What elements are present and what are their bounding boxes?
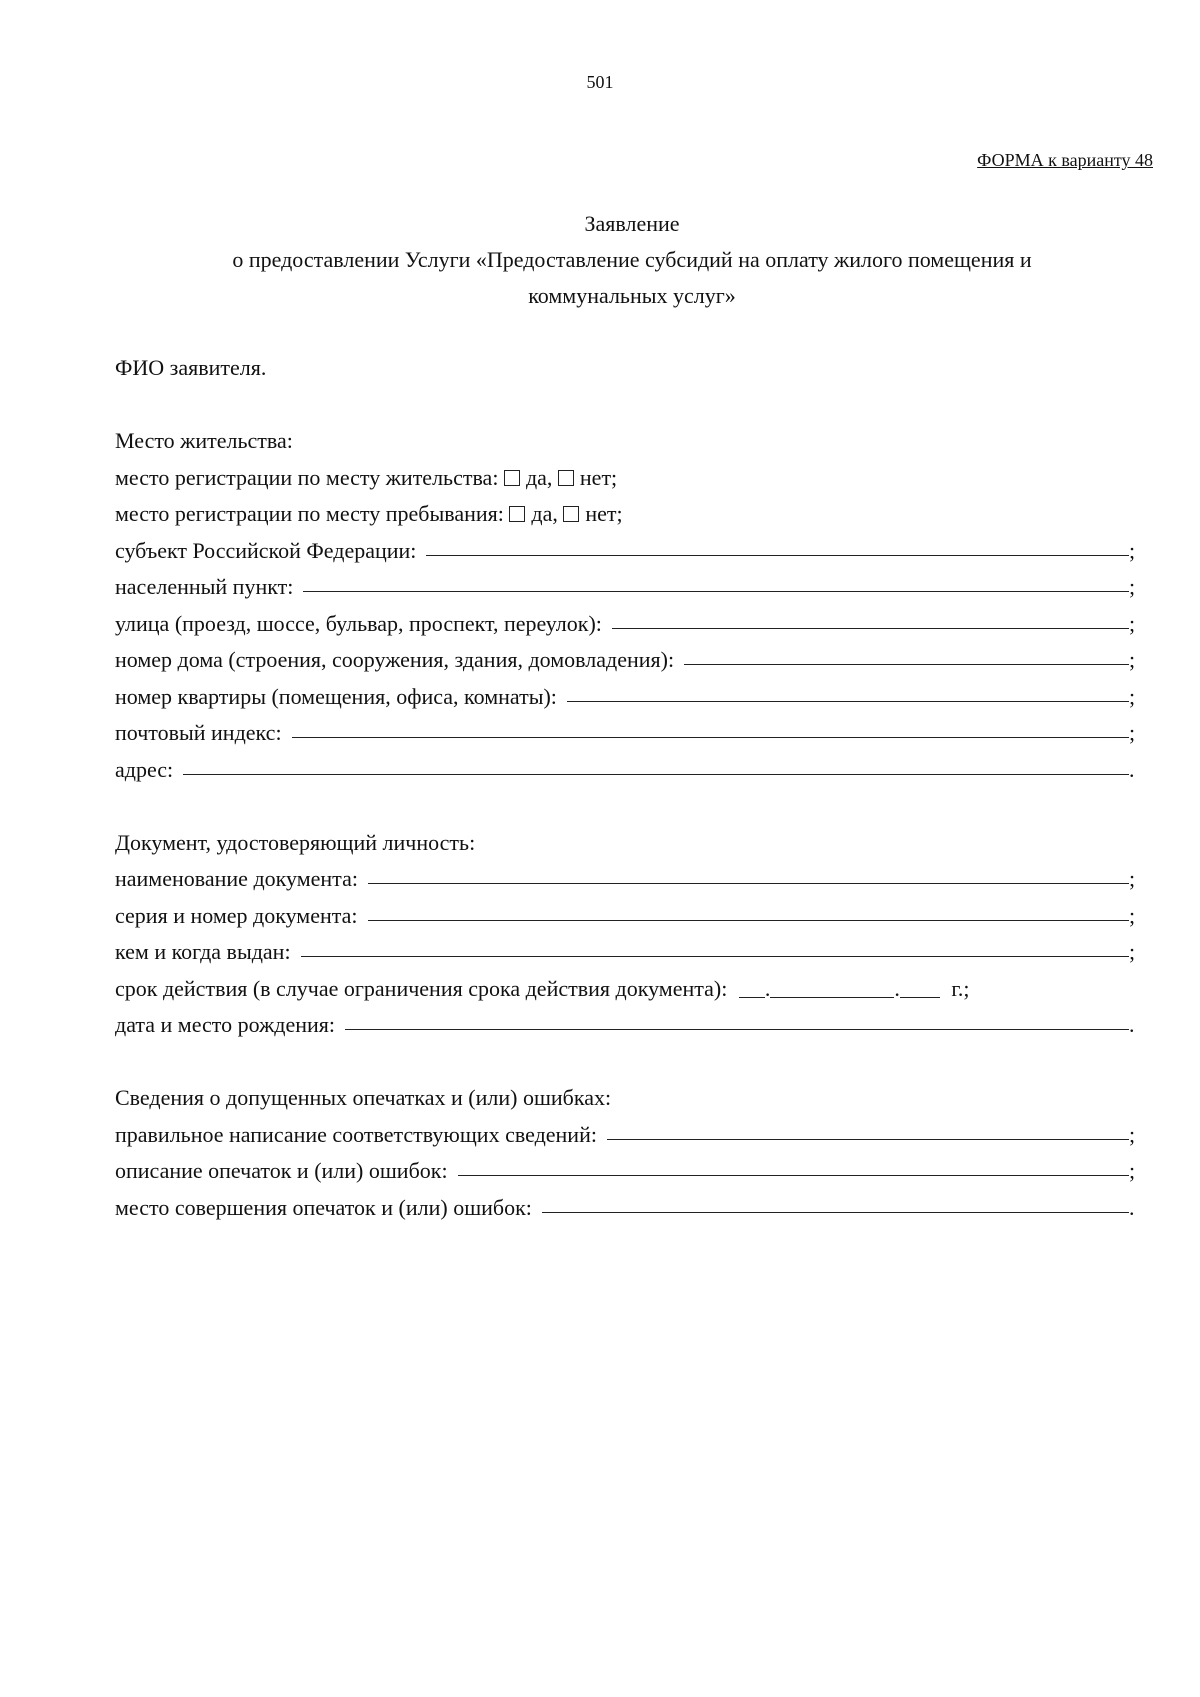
street-field[interactable] <box>612 606 1129 629</box>
address-row <box>115 752 1139 789</box>
form-body <box>115 350 1139 1226</box>
line-end: . <box>1129 1012 1135 1037</box>
line-end: ; <box>1129 647 1136 672</box>
validity-row <box>115 971 1139 1008</box>
postcode-label: почтовый индекс: <box>115 720 282 745</box>
description-row <box>115 1153 1139 1190</box>
title-line-1: Заявление <box>584 211 680 236</box>
locality-row <box>115 569 1139 606</box>
doc-name-label: наименование документа: <box>115 866 358 891</box>
apartment-label: номер квартиры (помещения, офиса, комнаты): <box>115 683 557 709</box>
street-row <box>115 606 1139 643</box>
locality-label: населенный пункт: <box>115 574 294 599</box>
issued-field[interactable] <box>301 934 1129 957</box>
line-end: ; <box>1129 537 1136 563</box>
line-end: ; <box>1129 683 1136 709</box>
issued-label: кем и когда выдан: <box>115 939 291 964</box>
errors-heading: Сведения о допущенных опечатках и (или) ошибках: <box>115 1085 612 1110</box>
line-end: ; <box>1129 866 1136 891</box>
reg-residence-no-label: нет; <box>579 464 618 490</box>
location-row <box>115 1190 1139 1227</box>
locality-field[interactable] <box>303 569 1129 592</box>
postcode-field[interactable] <box>292 715 1129 738</box>
location-label: место совершения опечаток и (или) ошибок: <box>115 1194 532 1220</box>
applicant-fio-label: ФИО заявителя. <box>115 355 267 380</box>
house-label: номер дома (строения, сооружения, здания, домовладения): <box>115 647 675 672</box>
line-end: . <box>1129 1194 1135 1220</box>
house-row <box>115 642 1139 679</box>
validity-year-field[interactable] <box>900 979 940 998</box>
description-label: описание опечаток и (или) ошибок: <box>115 1158 448 1183</box>
title-line-2: о предоставлении Услуги «Предоставление субсидий на оплату жилого помещения и <box>232 247 1032 272</box>
street-label: улица (проезд, шоссе, бульвар, проспект, переулок): <box>115 610 602 636</box>
validity-month-field[interactable] <box>770 979 894 998</box>
apartment-field[interactable] <box>567 679 1129 702</box>
line-end: . <box>1129 756 1135 782</box>
document-title <box>150 206 1114 314</box>
reg-residence-label: место регистрации по месту жительства: <box>115 464 499 490</box>
reg-residence-no-checkbox[interactable] <box>558 470 574 486</box>
line-end: ; <box>1129 610 1136 636</box>
series-row <box>115 898 1139 935</box>
correct-field[interactable] <box>607 1117 1129 1140</box>
page-number: 501 <box>586 72 614 92</box>
line-end: ; <box>1129 720 1136 745</box>
line-end: ; <box>1129 939 1136 964</box>
reg-stay-no-checkbox[interactable] <box>563 506 579 522</box>
date-separator: . <box>764 975 771 1001</box>
reg-stay-yes-checkbox[interactable] <box>509 506 525 522</box>
birth-field[interactable] <box>345 1007 1129 1030</box>
date-separator: . <box>894 975 900 1001</box>
title-line-3: коммунальных услуг» <box>528 283 736 308</box>
validity-suffix: г.; <box>951 975 970 1001</box>
series-label: серия и номер документа: <box>115 902 358 928</box>
reg-residence-yes-checkbox[interactable] <box>504 470 520 486</box>
address-field[interactable] <box>183 752 1129 775</box>
series-field[interactable] <box>368 898 1129 921</box>
address-label: адрес: <box>115 756 174 782</box>
validity-label: срок действия (в случае ограничения срока действия документа): <box>115 975 728 1001</box>
correct-row <box>115 1117 1139 1154</box>
validity-day-field[interactable] <box>739 979 765 998</box>
form-variant-label: ФОРМА к варианту 48 <box>977 150 1153 170</box>
house-field[interactable] <box>684 642 1129 665</box>
doc-name-row <box>115 861 1139 898</box>
location-field[interactable] <box>542 1190 1129 1213</box>
apartment-row <box>115 679 1139 716</box>
subject-field[interactable] <box>426 533 1129 556</box>
reg-residence-yes-label: да, <box>525 464 553 490</box>
issued-row <box>115 934 1139 971</box>
identity-heading: Документ, удостоверяющий личность: <box>115 829 476 855</box>
line-end: ; <box>1129 1158 1136 1183</box>
line-end: ; <box>1129 902 1136 928</box>
description-field[interactable] <box>458 1153 1129 1176</box>
reg-stay-yes-label: да, <box>531 501 558 526</box>
residence-heading: Место жительства: <box>115 428 293 453</box>
subject-row <box>115 533 1139 570</box>
doc-name-field[interactable] <box>368 861 1129 884</box>
line-end: ; <box>1129 1121 1136 1147</box>
birth-label: дата и место рождения: <box>115 1012 336 1037</box>
birth-row <box>115 1007 1139 1044</box>
correct-label: правильное написание соответствующих сведений: <box>115 1121 597 1147</box>
reg-stay-no-label: нет; <box>585 501 623 526</box>
reg-stay-row <box>115 496 1139 533</box>
line-end: ; <box>1129 574 1136 599</box>
reg-stay-label: место регистрации по месту пребывания: <box>115 501 504 526</box>
subject-label: субъект Российской Федерации: <box>115 537 417 563</box>
reg-residence-row <box>115 460 1139 497</box>
postcode-row <box>115 715 1139 752</box>
